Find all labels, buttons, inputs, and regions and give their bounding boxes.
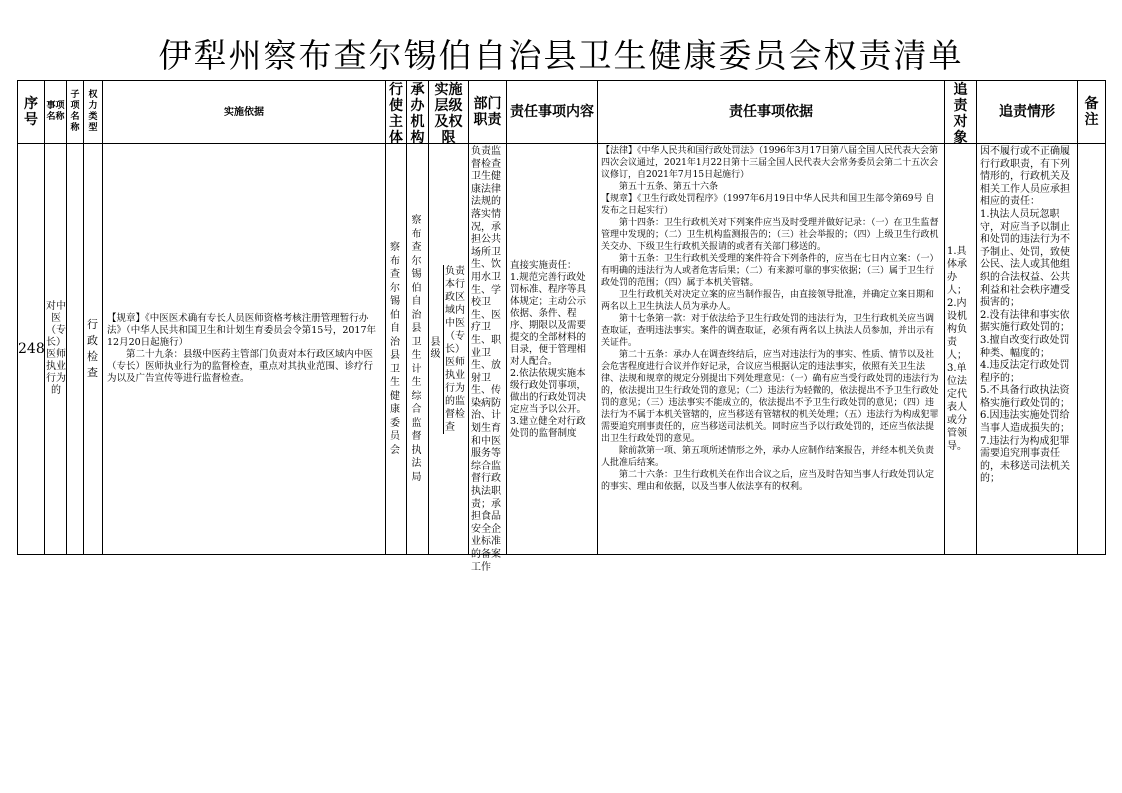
header-row xyxy=(18,81,1106,144)
resp-basis-rule: 【规章】《卫生行政处罚程序》（1997年6月19日中华人民共和国卫生部令第69号 自发布之日起实行） xyxy=(601,194,935,216)
accountability-intro: 因不履行或不正确履行行政职责，有下列情形的，行政机关及相关工作人员应承担相应的责任： xyxy=(980,146,1070,208)
resp-basis-art26: 第二十六条：卫生行政机关在作出合议之后，应当及时告知当事人行政处罚认定的事实、理由和依据，以及当事人依法享有的权利。 xyxy=(601,470,935,492)
responsibility-table xyxy=(17,80,1106,573)
cell-accountable: 1.具体承办人；2.内设机构负责人；3.单位法定代表人或分管领导。 xyxy=(945,144,977,555)
resp-basis-art25-2: 除前款第一项、第五项所述情形之外，承办人应制作结案报告，并经本机关负责人批准后结案。 xyxy=(601,446,935,468)
header-sub-item-name: 子项名称 xyxy=(67,81,84,144)
header-item-name: 事项名称 xyxy=(45,81,67,144)
cell-resp-content xyxy=(507,144,598,555)
header-power-type: 权力类型 xyxy=(84,81,103,144)
header-remark: 备注 xyxy=(1078,81,1106,144)
accountability-item-6: 6.因违法实施处罚给当事人造成损失的； xyxy=(980,410,1070,435)
header-subject: 行使主体 xyxy=(386,81,407,144)
cell-subject: 察布查尔锡伯自治县卫生健康委员会 xyxy=(386,144,407,555)
header-dept-duty: 部门职责 xyxy=(469,81,507,144)
resp-content-item-3: 3.建立健全对行政处罚的监督制度 xyxy=(510,415,586,439)
header-level: 实施层级及权限 xyxy=(429,81,469,144)
level-scope: 负责本行政区域内中医（专长）医师执业行为的监督检查 xyxy=(445,265,465,433)
resp-basis-art15: 第十五条：卫生行政机关受理的案件符合下列条件的，应当在七日内立案：（一）有明确的违法行为人或者危害后果；（二）有来源可靠的事实依据；（三）属于卫生行政处罚的范围；（四）属于本机关管辖。 xyxy=(601,254,939,288)
header-seq: 序号 xyxy=(18,81,45,144)
resp-content-item-1: 1.规范完善行政处罚标准、程序等具体规定；主动公示依据、条件、程序、期限以及需要提交的全部材料的目录，便于管理相对人配合。 xyxy=(510,271,587,367)
accountability-item-5: 5.不具备行政执法资格实施行政处罚的； xyxy=(980,385,1070,409)
basis-regulation: 【规章】《中医医术确有专长人员医师资格考核注册管理暂行办法》（中华人民共和国卫生和计划生育委员会令第15号，2017年12月20日起施行） xyxy=(107,313,377,348)
header-resp-basis: 责任事项依据 xyxy=(598,81,945,144)
accountability-item-3: 3.擅自改变行政处罚种类、幅度的； xyxy=(980,334,1070,359)
cell-remark xyxy=(1078,144,1106,555)
page-title: 伊犁州察布查尔锡伯自治县卫生健康委员会权责清单 xyxy=(158,36,964,75)
resp-basis-art17: 第十七条第一款：对于依法给予卫生行政处罚的违法行为，卫生行政机关应当调查取证，查明违法事实。案件的调查取证，必须有两名以上执法人员参加，并出示有关证件。 xyxy=(601,314,935,348)
resp-basis-law: 【法律】《中华人民共和国行政处罚法》（1996年3月17日第八届全国人民代表大会第四次会议通过，2021年1月22日第十三届全国人民代表大会常务委员会第二十五次会议修订，自2021年7月15日起施行） xyxy=(601,146,939,180)
cell-accountability xyxy=(977,144,1078,555)
cell-dept-duty: 负责监督检查卫生健康法律法规的落实情况，承担公共场所卫生、饮用水卫生、学校卫生、医疗卫生、职业卫生、放射卫生、传染病防治、计划生育和中医服务等综合监督行政执法职责；承担食品安全企业标准的备案工作 xyxy=(469,144,507,555)
cell-basis xyxy=(103,144,386,555)
header-handler: 承办机构 xyxy=(407,81,429,144)
cell-item-name: 对中医（专长）医师执业行为的 xyxy=(45,144,67,555)
resp-basis-art15-2: 卫生行政机关对决定立案的应当制作报告，由直接领导批准，并确定立案日期和两名以上卫生执法人员为承办人。 xyxy=(601,290,935,312)
header-basis: 实施依据 xyxy=(103,81,386,144)
cell-sub-item-name xyxy=(67,144,84,555)
header-accountable: 追责对象 xyxy=(945,81,977,144)
resp-content-item-2: 2.依法依规实施本级行政处罚事项，做出的行政处罚决定应当予以公开。 xyxy=(510,367,587,415)
resp-basis-art14: 第十四条：卫生行政机关对下列案件应当及时受理并做好记录：（一）在卫生监督管理中发现的；（二）卫生机构监测报告的；（三）社会举报的；（四）上级卫生行政机关交办、下级卫生行政机关报请的或者有关部门移送的。 xyxy=(601,218,939,252)
accountability-item-2: 2.没有法律和事实依据实施行政处罚的； xyxy=(980,309,1070,334)
accountability-item-7: 7.违法行为构成犯罪需要追究刑事责任的，未移送司法机关的； xyxy=(980,435,1070,485)
table-row xyxy=(18,144,1106,555)
cell-level xyxy=(429,144,469,555)
resp-basis-law-articles: 第五十五条、第五十六条 xyxy=(619,182,719,192)
cell-power-type: 行政检查 xyxy=(84,144,103,555)
accountability-item-1: 1.执法人员玩忽职守，对应当予以制止和处罚的违法行为不予制止、处罚，致使公民、法人或其他组织的合法权益、公共利益和社会秩序遭受损害的； xyxy=(980,208,1070,309)
header-resp-content: 责任事项内容 xyxy=(507,81,598,144)
resp-content-intro: 直接实施责任： xyxy=(510,259,577,271)
level-label: 县级 xyxy=(430,337,441,360)
accountability-item-4: 4.违反法定行政处罚程序的； xyxy=(980,360,1070,384)
cell-resp-basis xyxy=(598,144,945,555)
header-accountability: 追责情形 xyxy=(977,81,1078,144)
basis-article: 第二十九条：县级中医药主管部门负责对本行政区域内中医（专长）医师执业行为的监督检查，重点对其执业范围、诊疗行为以及广告宣传等进行监督检查。 xyxy=(107,349,374,384)
cell-handler: 察布查尔锡伯自治县卫生计生综合监督执法局 xyxy=(407,144,429,555)
resp-basis-art25: 第二十五条：承办人在调查终结后，应当对违法行为的事实、性质、情节以及社会危害程度进行合议并作好记录，合议应当根据认定的违法事实，依照有关卫生法律、法规和规章的规定分别提出下列处理意见：（一）确有应当受行政处罚的违法行为的，依法提出卫生行政处罚的意见；（二）违法行为轻微的，依法提出不予卫生行政处罚的意见；（三）违法事实不能成立的，依法提出不予卫生行政处罚的意见；（四）违法行为不属于本机关管辖的，应当移送有管辖权的机关处理；（五）违法行为构成犯罪需要追究刑事责任的，应当移送司法机关。同时应当予以行政处罚的，还应当依法提出卫生行政处罚的意见。 xyxy=(601,350,939,444)
cell-seq: 248 xyxy=(18,144,45,555)
